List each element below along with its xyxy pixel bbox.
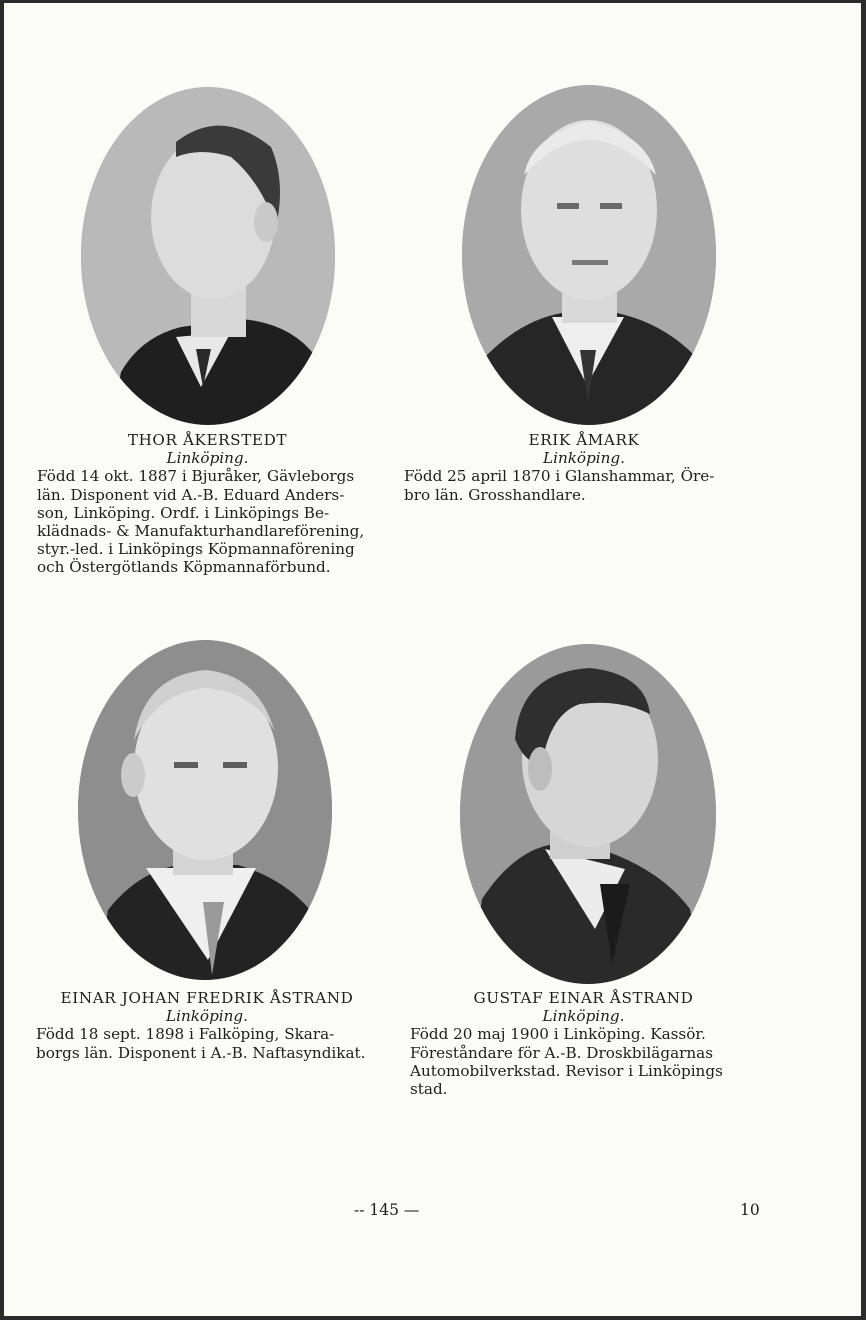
bio-line: Född 20 maj 1900 i Linköping. Kassör.	[410, 1025, 706, 1044]
portrait-gustaf-astrand	[460, 644, 716, 984]
bio-line: Föreståndare för A.-B. Droskbilägarnas	[410, 1043, 714, 1062]
bio-line: Född 25 april 1870 i Glanshammar, Öre-	[404, 467, 715, 486]
person-city: Linköping.	[543, 449, 625, 468]
person-bio	[410, 1025, 757, 1098]
entry-einar-astrand	[36, 989, 378, 1062]
person-name: ERIK ÅMARK	[528, 431, 640, 449]
book-page	[4, 3, 861, 1316]
person-city: Linköping.	[166, 1007, 248, 1026]
bio-line: klädnads- & Manufakturhandlareförening,	[37, 522, 365, 541]
bio-line: styr.-led. i Linköpings Köpmannaförening	[37, 540, 355, 559]
bio-line: borgs län. Disponent i A.-B. Naftasyndikat.	[36, 1043, 366, 1062]
bio-line: och Östergötlands Köpmannaförbund.	[37, 558, 331, 577]
signature-mark: 10	[740, 1201, 760, 1219]
person-bio	[36, 1025, 378, 1061]
person-bio	[404, 467, 764, 503]
person-name: THOR ÅKERSTEDT	[127, 431, 288, 449]
portrait-einar-astrand	[78, 640, 332, 980]
bio-line: son, Linköping. Ordf. i Linköpings Be-	[37, 503, 330, 522]
bio-line: län. Disponent vid A.-B. Eduard Anders-	[37, 485, 345, 504]
bio-line: stad.	[410, 1080, 448, 1099]
bio-line: Född 18 sept. 1898 i Falköping, Skara-	[36, 1025, 335, 1044]
person-name: EINAR JOHAN FREDRIK ÅSTRAND	[60, 989, 354, 1007]
portrait-thor-akerstedt	[81, 87, 335, 425]
page-number: -- 145 —	[354, 1201, 420, 1219]
bio-line: Automobilverkstad. Revisor i Linköpings	[410, 1061, 723, 1080]
entry-erik-amark	[404, 431, 764, 504]
entry-gustaf-astrand	[410, 989, 757, 1098]
bio-line: bro län. Grosshandlare.	[404, 485, 586, 504]
entry-thor-akerstedt	[37, 431, 378, 577]
person-name: GUSTAF EINAR ÅSTRAND	[473, 989, 694, 1007]
bio-line: Född 14 okt. 1887 i Bjuråker, Gävleborgs	[37, 467, 355, 486]
person-city: Linköping.	[542, 1007, 625, 1026]
portrait-erik-amark	[462, 85, 716, 425]
person-city: Linköping.	[166, 449, 249, 468]
person-bio	[37, 467, 378, 576]
